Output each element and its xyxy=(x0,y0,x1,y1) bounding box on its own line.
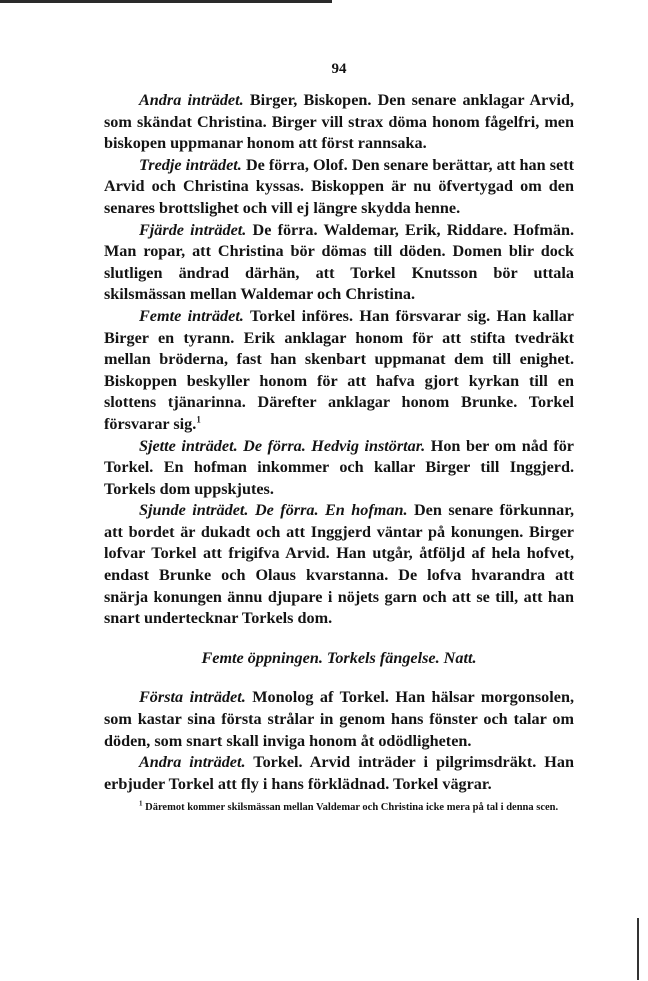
paragraph xyxy=(104,752,574,795)
footnote xyxy=(104,800,574,815)
paragraph-text: Birger, Biskopen. Den senare anklagar Arvid, som skändat Christina. Birger vill strax döma honom fågelfri, men biskopen uppmanar honom att först rannsaka. xyxy=(104,91,574,153)
page-edge-mark xyxy=(637,918,639,980)
paragraph xyxy=(104,155,574,220)
paragraph-text: De förra. Waldemar, Erik, Riddare. Hofmän. Man ropar, att Christina bör dömas till döden. Domen blir dock slutligen ändrad därhän, att Torkel Knutsson bör uttala skilsmässan mellan Waldemar och Christina. xyxy=(104,220,574,304)
book-page xyxy=(104,60,574,815)
paragraph-text: Hon ber om nåd för Torkel. En hofman inkommer och kallar Birger till Inggjerd. Torkels dom uppskjutes. xyxy=(104,436,574,498)
scene-title: Femte inträdet. xyxy=(139,306,244,325)
scene-title: Andra inträdet. xyxy=(139,91,244,109)
page-number: 94 xyxy=(331,61,347,77)
paragraph-text: Torkel införes. Han försvarar sig. Han kallar Birger en tyrann. Erik anklagar honom för att stifta tvedräkt mellan bröderna, fast han skenbart uppmanat dem till enighet. Biskoppen beskyller honom för att hafva gjort kyrkan till en slottens tjänarinna. Därefter anklagar honom Brunke. Torkel försvarar sig. xyxy=(104,306,574,433)
scene-title: Tredje inträdet. xyxy=(139,155,242,174)
scene-title: Sjunde inträdet. De förra. En hofman. xyxy=(139,501,408,520)
scene-title: Andra inträdet. xyxy=(139,753,246,772)
scene-title: Sjette inträdet. De förra. Hedvig instörtar. xyxy=(139,436,426,455)
paragraph xyxy=(104,687,574,752)
footnote-text: Däremot kommer skilsmässan mellan Valdemar och Christina icke mera på tal i denna scen. xyxy=(142,802,559,814)
paragraph xyxy=(104,90,574,155)
paragraph-text: Den senare förkunnar, att bordet är dukadt och att Inggjerd väntar på konungen. Birger lofvar Torkel att frigifva Arvid. Han utgår, åtföljd af hela hofvet, endast Brunke och Olaus kvarstanna. De lofva hvarandra att snärja konungen ännu djupare i nöjets garn och att se till, att han snart undertecknar Torkels dom. xyxy=(104,501,574,628)
section-heading: Femte öppningen. Torkels fängelse. Natt. xyxy=(201,648,477,667)
footnote-marker: 1 xyxy=(139,799,143,808)
paragraph xyxy=(104,500,574,630)
paragraph xyxy=(104,306,574,436)
footnote-reference: 1 xyxy=(196,414,201,425)
paragraph-text: De förra, Olof. Den senare berättar, att han sett Arvid och Christina kyssas. Biskoppen är nu öfvertygad om den senares brottslighet och vill ej längre skydda henne. xyxy=(104,155,574,217)
paragraph-text: Monolog af Torkel. Han hälsar morgonsolen, som kastar sina första strålar in genom hans fönster och talar om döden, som snart skall inviga honom åt odödligheten. xyxy=(104,688,574,750)
scene-title: Fjärde inträdet. xyxy=(139,220,247,239)
top-edge-rule xyxy=(0,0,332,3)
scene-title: Första inträdet. xyxy=(139,688,246,707)
paragraph xyxy=(104,436,574,501)
paragraph xyxy=(104,220,574,306)
paragraph-text: Torkel. Arvid inträder i pilgrimsdräkt. Han erbjuder Torkel att fly i hans förklädnad. Torkel vägrar. xyxy=(104,753,574,793)
